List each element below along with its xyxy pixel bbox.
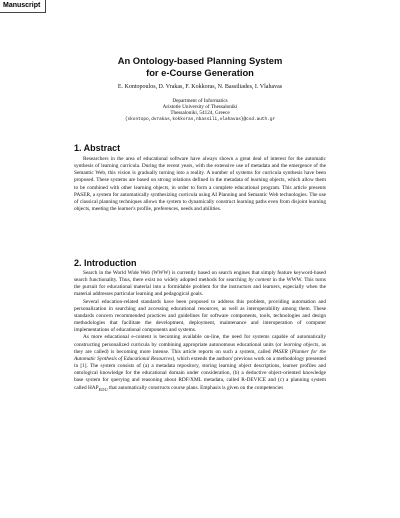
title-line-1: An Ontology-based Planning System (117, 55, 283, 66)
paper-title (40, 55, 360, 79)
author-emails: {skontopo,dvrakas,kokkoras,nbassili,vlahavas}@csd.auth.gr (124, 116, 276, 122)
abstract-body (74, 156, 326, 213)
abstract-paragraph: Researchers in the area of educational software have always shown a great deal of interest for the automatic synthesis of learning curricula. During the recent years, with the extensive use of metadata and the emergence of the Semantic Web, this vision is gradually turning into a reality. A number of systems for curricula synthesis have been proposed. These systems are based on strong relations defined in the metadata of learning objects, which allow them to be combined with other learning objects, in order to form a complete educational program. This article presents PASER, a system for automatically synthesizing curricula using AI Planning and Semantic Web technologies. The use of classical planning techniques allows the system to dynamically construct learning paths even from disjoint learning objects, meeting the learner's profile, preferences, needs and abilities. (74, 156, 326, 213)
affiliation-block (80, 98, 320, 123)
title-line-2: for e-Course Generation (146, 67, 254, 78)
intro-paragraph-2: Several education-related standards have been proposed to address this problem, providing automation and personalization in searching and accessing educational resources, as well as interoperability among them. These standards concern recommended practices and guidelines for software components, tools, technologies and design methodologies that facilitate the development, deployment, maintenance and interoperation of computer implementations of educational components and systems. (74, 298, 326, 334)
university: Aristotle University of Thessaloniki (162, 104, 238, 111)
intro-paragraph-3: As more educational e-content is becoming available on-line, the need for systems capable of automatically constructing personalized curricula by combining appropriate autonomous educational units (or learning objects, as they are called) is becoming more intense. This article reports on such a system, called PASER (Planner for the Automatic Synthesis of Educational Resources), which extends the authors' previous work on a methodology presented in [1]. The system consists of (a) a metadata repository, storing learning object descriptions, learner profiles and ontological knowledge for the educational domain under consideration, (b) a deductive object-oriented knowledge base system for querying and reasoning about RDF/XML metadata, called R-DEVICE and (c) a planning system called $HAP_{EDU}$ that automatically constructs course plans. Emphasis is given on the competencies (74, 334, 327, 392)
author-list: E. Kontopoulos, D. Vrakas, F. Kokkoras, N. Bassiliades, I. Vlahavas (117, 84, 283, 90)
manuscript-label: Manuscript (0, 0, 46, 13)
introduction-body (74, 270, 326, 393)
intro-paragraph-1: Search in the World Wide Web (WWW) is currently based on search engines that simply feature keyword-based search functionality. Thus, there exist no widely adopted methods for searching by content in the WWW. This turns the pursuit for educational material into a formidable problem for the instructors and learners, especially when the material addresses particular learning and pedagogical goals. (74, 270, 326, 298)
address: Thessaloniki, 54124, Greece (170, 110, 230, 117)
abstract-heading: 1. Abstract (74, 143, 121, 153)
introduction-heading: 2. Introduction (74, 258, 137, 268)
department: Department of Informatics (172, 98, 228, 104)
